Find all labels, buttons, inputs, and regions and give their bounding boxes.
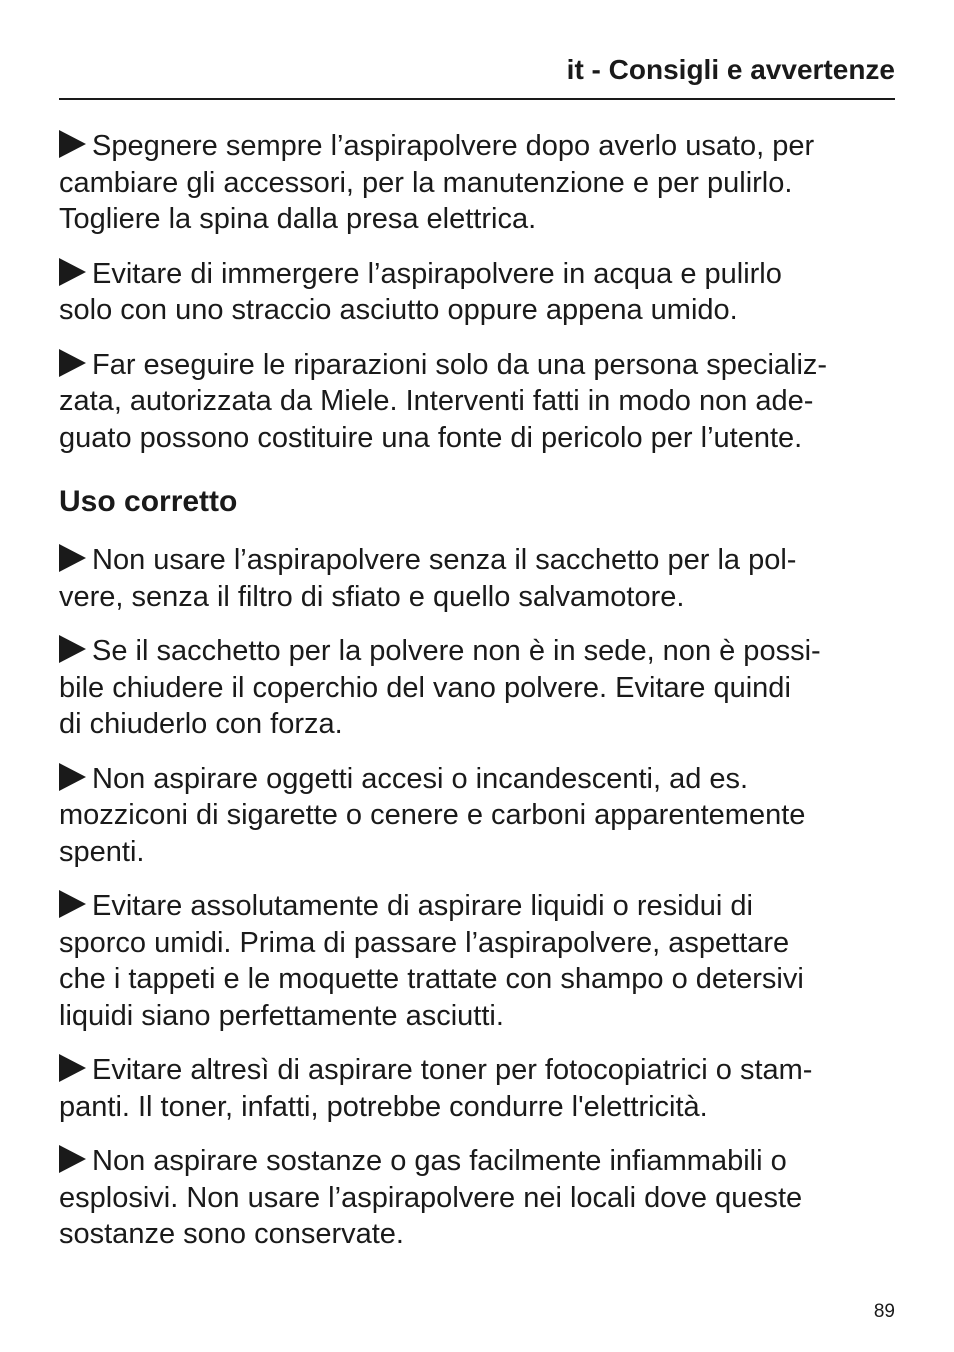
paragraph-line: panti. Il toner, infatti, potrebbe condurre l'elettricità.	[59, 1090, 708, 1123]
paragraph-line: di chiuderlo con forza.	[59, 708, 343, 740]
paragraph-text: Non aspirare oggetti accesi o incandescenti, ad es.	[92, 762, 749, 795]
warning-paragraph	[59, 888, 899, 1034]
warning-paragraph	[59, 128, 899, 238]
warning-paragraph	[59, 256, 899, 329]
paragraph-line: bile chiudere il coperchio del vano polvere. Evitare quindi	[59, 671, 791, 704]
paragraph-line	[59, 1052, 899, 1089]
paragraph-line: guato possono costituire una fonte di pericolo per l’utente.	[59, 421, 803, 454]
paragraph-text: Evitare assolutamente di aspirare liquidi o residui di	[92, 890, 753, 922]
paragraph-line: Togliere la spina dalla presa elettrica.	[59, 203, 537, 235]
paragraph-line	[59, 888, 899, 925]
paragraph-line: liquidi siano perfettamente asciutti.	[59, 999, 504, 1032]
paragraph-line	[59, 128, 899, 165]
triangle-bullet-icon	[59, 130, 86, 158]
triangle-bullet-icon	[59, 258, 86, 286]
paragraph-text: Evitare di immergere l’aspirapolvere in acqua e pulirlo	[92, 257, 782, 290]
paragraph-text: Non aspirare sostanze o gas facilmente infiammabili o	[92, 1145, 787, 1177]
page-content	[59, 128, 899, 1271]
triangle-bullet-icon	[59, 1145, 86, 1173]
triangle-bullet-icon	[59, 1054, 86, 1082]
page-header	[59, 50, 895, 100]
warning-paragraph	[59, 633, 899, 743]
triangle-bullet-icon	[59, 890, 86, 918]
paragraph-line: vere, senza il filtro di sfiato e quello salvamotore.	[59, 580, 685, 613]
warning-paragraph	[59, 1143, 899, 1253]
paragraph-line: esplosivi. Non usare l’aspirapolvere nei locali dove queste	[59, 1181, 803, 1214]
warning-paragraph	[59, 347, 899, 457]
paragraph-text: Spegnere sempre l’aspirapolvere dopo averlo usato, per	[92, 130, 815, 162]
page-number: 89	[873, 1301, 895, 1322]
paragraph-line: spenti.	[59, 835, 145, 868]
header-title: it - Consigli e avvertenze	[566, 54, 895, 85]
paragraph-line: che i tappeti e le moquette trattate con shampo o detersivi	[59, 963, 804, 995]
paragraph-text: Far eseguire le riparazioni solo da una persona specializ-	[92, 348, 828, 381]
paragraph-line	[59, 256, 899, 293]
paragraph-line: solo con uno straccio asciutto oppure appena umido.	[59, 294, 738, 326]
paragraph-line: mozziconi di sigarette o cenere e carboni apparentemente	[59, 799, 806, 831]
paragraph-line: sostanze sono conservate.	[59, 1218, 404, 1250]
warning-paragraph	[59, 542, 899, 615]
paragraph-text: Evitare altresì di aspirare toner per fotocopiatrici o stam-	[92, 1054, 813, 1086]
paragraph-line	[59, 542, 899, 579]
paragraph-text: Se il sacchetto per la polvere non è in sede, non è possi-	[92, 635, 821, 667]
triangle-bullet-icon	[59, 763, 86, 791]
paragraph-line: zata, autorizzata da Miele. Interventi fatti in modo non ade-	[59, 385, 814, 417]
paragraph-line	[59, 761, 899, 798]
section-heading: Uso corretto	[59, 485, 238, 518]
paragraph-line: sporco umidi. Prima di passare l’aspirapolvere, aspettare	[59, 926, 790, 959]
paragraph-line	[59, 633, 899, 670]
paragraph-line	[59, 347, 899, 384]
triangle-bullet-icon	[59, 349, 86, 377]
paragraph-line: cambiare gli accessori, per la manutenzione e per pulirlo.	[59, 166, 793, 199]
triangle-bullet-icon	[59, 635, 86, 663]
paragraph-line	[59, 1143, 899, 1180]
paragraph-text: Non usare l’aspirapolvere senza il sacchetto per la pol-	[92, 544, 797, 576]
triangle-bullet-icon	[59, 544, 86, 572]
warning-paragraph	[59, 761, 899, 871]
warning-paragraph	[59, 1052, 899, 1125]
